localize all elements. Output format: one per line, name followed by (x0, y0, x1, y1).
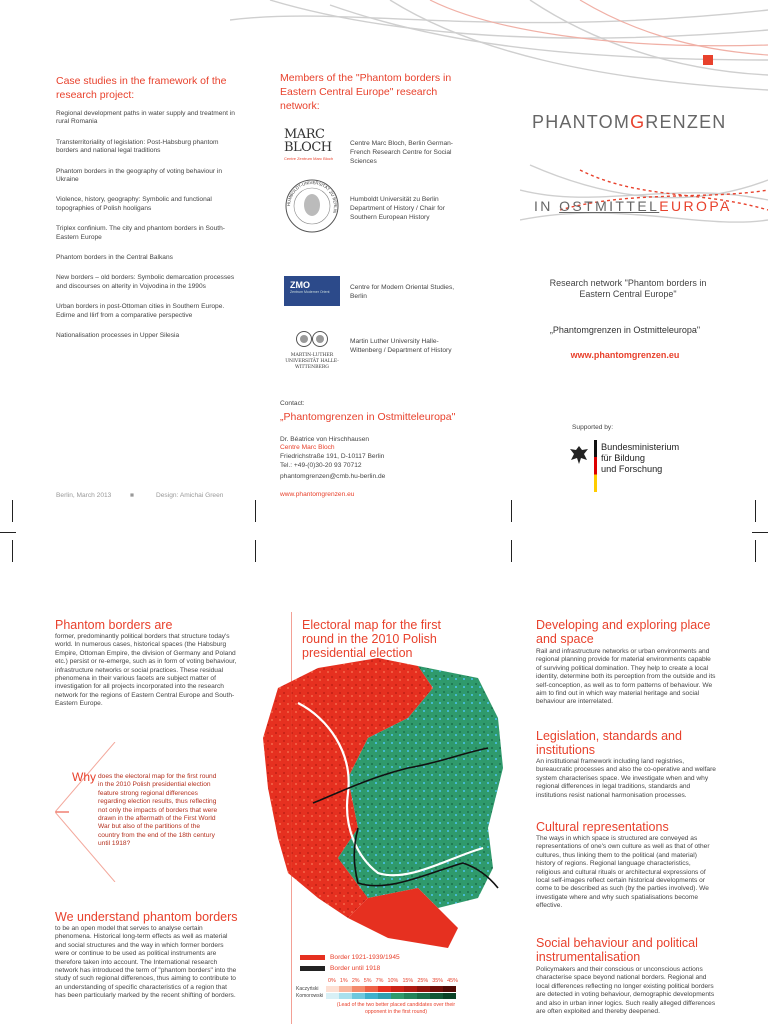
brand-title-accent: G (630, 112, 646, 132)
legend-border2: Border until 1918 (330, 965, 381, 972)
phantom-borders-text: former, predominantly political borders that structure today's world. In numerous cases, historical spaces (the Habsburg Empire, Ottoman Empire, the division of Germany and Poland etc.) persist or re-emerge, such as in form of voting behaviour, infrastructure networks or social practices. These residual phenomena in their various facets are subject matter of investigation for all projects incorporated into the research network for the regions of Eastern Central Europe and South-Eastern Europe. (55, 633, 237, 708)
zmo-logo-sub: Zentrum Moderner Orient (290, 290, 330, 294)
marc-bloch-logo-text: MARC BLOCH (284, 127, 332, 155)
map-title: Electoral map for the first round in the 2010 Polish presidential election (302, 618, 441, 660)
halle-logo (284, 330, 340, 371)
humboldt-logo-text: HUMBOLDT-UNIVERSITÄT ZU BERLIN (285, 179, 339, 214)
website-link[interactable]: www.phantomgrenzen.eu (570, 350, 680, 360)
footer-separator: ■ (130, 492, 134, 499)
section-text: Policymakers and their conscious or unconscious actions characterise space beyond national borders. Regional and local differences reflecting no longer existing political borders are detected in voting behaviour, demographic developments and also in urban inner logics. Such really alleged differences are often exploited and thereby deepened. (536, 966, 716, 1016)
scale-swatch (352, 993, 365, 999)
why-word: Why (72, 770, 96, 784)
pct-label: 1% (339, 978, 348, 984)
list-item: New borders – old borders: Symbolic demarcation processes and discourses on alterity in Vojvodina in the 1990s (56, 274, 235, 290)
flag-stripes (594, 440, 597, 492)
legend-scale (326, 986, 456, 999)
pct-label: 35% (432, 978, 444, 984)
list-item: Phantom borders in the Central Balkans (56, 254, 173, 262)
section-heading: Social behaviour and political instrumentalisation (536, 936, 698, 964)
pct-label: 2% (351, 978, 360, 984)
scale-swatch (417, 993, 430, 999)
scale-swatch (404, 986, 417, 992)
we-understand-text: to be an open model that serves to analyse certain phenomena. Historical long-term effects as well as material and social structures and the way in which former borders were or continue to be used as political instruments are therefore taken into account. The International research network has introduced the term of "phantom borders" into the study of such regional differences, thus aiming to contribute to an understanding of specific characteristics of a region that has been particularly marked by the recent shifting of borders. (55, 925, 237, 1000)
scale-swatch (365, 993, 378, 999)
crop-mark (0, 532, 16, 533)
contact-org: Centre Marc Bloch (280, 444, 335, 451)
network-label: Research network "Phantom borders in Eastern Central Europe" (549, 278, 707, 299)
contact-address: Friedrichstraße 191, D-10117 Berlin (280, 453, 385, 460)
pct-label: 5% (363, 978, 372, 984)
contact-tel: Tel.: +49-(0)30-20 93 70712 (280, 462, 362, 469)
scale-swatch (443, 986, 456, 992)
scale-swatch (378, 986, 391, 992)
legend-pct-labels (328, 978, 458, 984)
list-item: Nationalisation processes in Upper Silesia (56, 332, 180, 340)
section-heading: Legislation, standards and institutions (536, 729, 682, 757)
legend-border1-swatch (300, 955, 325, 960)
brand-subtitle (534, 198, 732, 214)
ministry-logo (568, 440, 688, 494)
contact-person: Dr. Béatrice von Hirschhausen (280, 436, 370, 443)
scale-swatch (404, 993, 417, 999)
section-text: Rail and infrastructure networks or urban environments and regional planning provide for material environments capable of surviving political domination. They help to create a local identity, determine both its perception from the outside and its self-conception, as well as to form patterns of behaviour. We aim to find out in which way material heritage and social behaviour are interrelated. (536, 648, 716, 706)
scale-swatch (326, 986, 339, 992)
scale-swatch (443, 993, 456, 999)
footer-design: Design: Amichai Green (156, 492, 224, 499)
we-understand-heading: We understand phantom borders (55, 910, 238, 924)
brand-subtitle-accent: EUROPA (659, 198, 732, 214)
scale-swatch (391, 986, 404, 992)
electoral-map (258, 658, 508, 948)
contact-label: Contact: (280, 400, 305, 407)
marc-bloch-logo-sub: Centre Zentrum Marc Bloch (284, 156, 334, 161)
scale-swatch (339, 993, 352, 999)
ministry-line: für Bildung (601, 453, 645, 463)
humboldt-seal-icon (284, 178, 340, 234)
scale-swatch (352, 986, 365, 992)
partner-text: Centre Marc Bloch, Berlin German-French Research Centre for Social Sciences (350, 140, 453, 165)
pct-label: 45% (447, 978, 458, 984)
pct-label: 10% (387, 978, 399, 984)
brand-title-part: PHANTOM (532, 112, 631, 132)
zmo-logo (284, 276, 340, 306)
crop-mark (12, 540, 13, 562)
partner-text: Martin Luther University Halle-Wittenberg / Department of History (350, 338, 452, 354)
members-heading: Members of the "Phantom borders in Eastern Central Europe" research network: (280, 72, 452, 112)
contact-web-link[interactable]: www.phantomgrenzen.eu (280, 491, 355, 498)
brand-title (532, 112, 727, 133)
contact-email[interactable]: phantomgrenzen@cmb.hu-berlin.de (280, 473, 386, 480)
list-item: Transterritoriality of legislation: Post-Habsburg phantom borders and national legal traditions (56, 138, 219, 155)
section-heading: Cultural representations (536, 820, 669, 834)
eagle-icon (568, 444, 590, 466)
crop-mark (511, 540, 512, 562)
why-text: does the electoral map for the first round in the 2010 Polish presidential election feature strong regional differences regarding election results, thus reflecting not only the impacts of borders that were drawn in the aftermath of the First World War but also of the partitions of the country from the end of the 18th century until 1918? (98, 773, 218, 848)
section-text: The ways in which space is structured are conveyed as representations of one's own culture as well as that of other cultures, thus linking them to the political (and material) history of regions. Regional language characteristics, religious and cultural rituals or architectural expressions of local self-images reflect certain historical developments or come to be described as such (by the parties involved). We investigate where and why such spatialisations become effective. (536, 835, 710, 910)
section-text: An institutional framework including land registries, bureaucratic processes and also the co-operative and welfare system characterises space. We investigate when and why regional differences in legal traditions, standards and institutions resist national harmonisation processes. (536, 758, 716, 799)
scale-swatch (430, 986, 443, 992)
supported-by: Supported by: (572, 424, 614, 431)
ministry-name (601, 442, 679, 475)
halle-seal-icon (284, 330, 340, 348)
candidate-label: Kaczyński (296, 986, 319, 992)
list-item: Violence, history, geography: Symbolic and functional topographies of Polish hooligans (56, 196, 212, 212)
list-item: Phantom borders in the geography of voting behaviour in Ukraine (56, 167, 223, 184)
humboldt-logo (284, 178, 340, 234)
scale-swatch (417, 986, 430, 992)
phantom-borders-heading: Phantom borders are (55, 618, 173, 632)
scale-swatch (391, 993, 404, 999)
halle-logo-text: MARTIN-LUTHER UNIVERSITÄT HALLE-WITTENBERG (285, 353, 339, 370)
list-item: Regional development paths in water supply and treatment in rural Romania (56, 110, 235, 126)
case-studies-heading: Case studies in the framework of the research project: (56, 75, 227, 101)
list-item: Urban borders in post-Ottoman cities in Southern Europe. Edirne and Ilirf from a comparative perspective (56, 303, 225, 319)
corner-badge (703, 55, 713, 65)
crop-mark (12, 500, 13, 522)
pct-label: 7% (375, 978, 384, 984)
legend-note: (Lead of the two better placed candidates over their opponent in the first round) (336, 1002, 456, 1015)
scale-swatch (365, 986, 378, 992)
crop-mark (511, 500, 512, 522)
legend-border2-swatch (300, 966, 325, 971)
partner-text: Centre for Modern Oriental Studies, Berlin (350, 284, 455, 300)
candidate-label: Komorowski (296, 993, 324, 999)
brand-subtitle-part: OSTMITTEL (559, 198, 660, 214)
zmo-logo-text: ZMO (290, 280, 310, 290)
ministry-line: und Forschung (601, 464, 663, 474)
ministry-line: Bundesministerium (601, 442, 680, 452)
legend-border1: Border 1921-1939/1945 (330, 954, 400, 961)
crop-mark (752, 532, 768, 533)
crop-mark (755, 500, 756, 522)
scale-swatch (378, 993, 391, 999)
map-frame-line (291, 612, 292, 1024)
scale-swatch (339, 986, 352, 992)
partner-text: Humboldt Universität zu Berlin Department of History / Chair for Southern European History (350, 196, 445, 221)
case-studies-list (56, 110, 236, 353)
crop-mark (755, 540, 756, 562)
footer-date: Berlin, March 2013 (56, 492, 112, 499)
brand-subtitle-part: IN (534, 198, 560, 214)
contact-title: „Phantomgrenzen in Ostmitteleuropa" (280, 411, 456, 423)
crop-mark (255, 500, 256, 522)
scale-swatch (326, 993, 339, 999)
scale-swatch (430, 993, 443, 999)
german-title: „Phantomgrenzen in Ostmitteleuropa" (549, 325, 701, 335)
pct-label: 25% (417, 978, 429, 984)
pct-label: 15% (402, 978, 414, 984)
legend-candidates (296, 986, 323, 1000)
pct-label: 0% (328, 978, 336, 984)
list-item: Triplex confinium. The city and phantom borders in South-Eastern Europe (56, 225, 225, 241)
crop-mark (255, 540, 256, 562)
marc-bloch-logo (284, 128, 340, 161)
section-heading: Developing and exploring place and space (536, 618, 711, 646)
brand-title-part: RENZEN (645, 112, 727, 132)
